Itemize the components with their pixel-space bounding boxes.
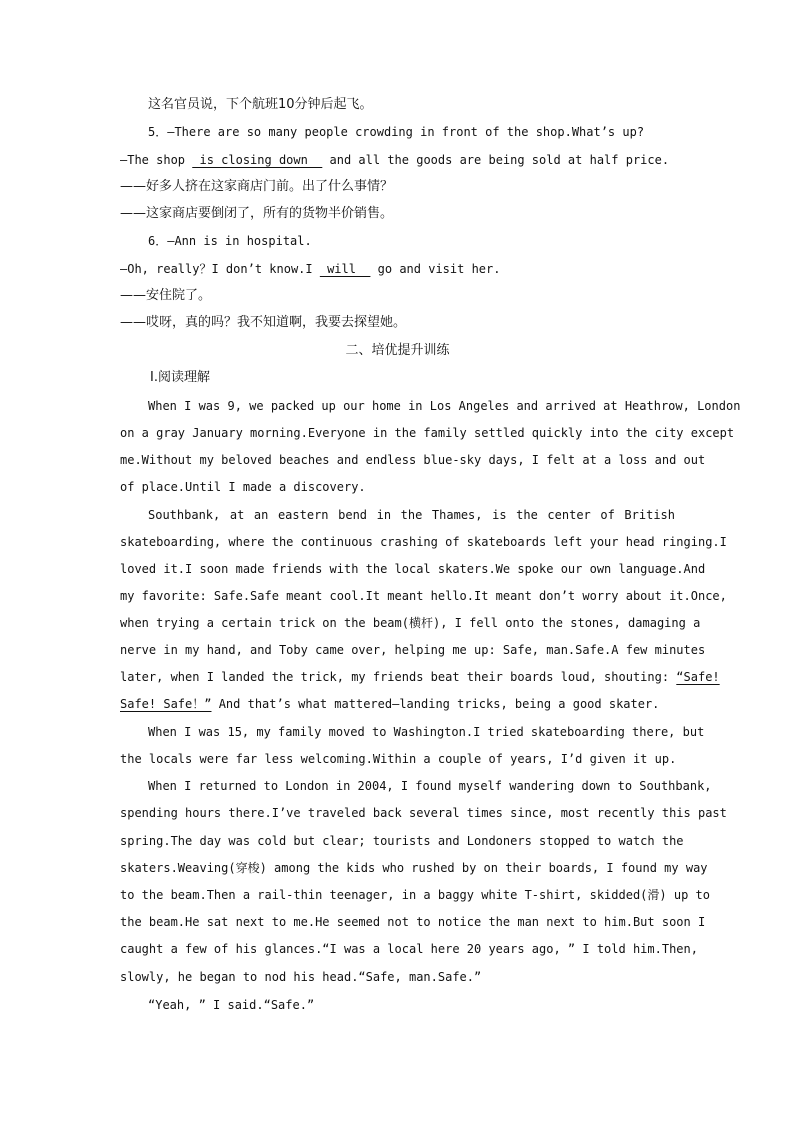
passage-line: caught a few of his glances.“I was a local here 20 years ago, ” I told him.Then, (120, 942, 698, 956)
passage-line: my favorite: Safe.Safe meant cool.It meant hello.It meant don’t worry about it.Once, (120, 589, 727, 603)
passage-line: skaters.Weaving(穿梭) among the kids who rushed by on their boards, I found my way (120, 861, 708, 875)
question-text: —Ann is in hospital. (167, 234, 312, 248)
passage-line (120, 695, 675, 713)
translation-line: ——这家商店要倒闭了，所有的货物半价销售。 (120, 206, 394, 221)
passage-line: skateboarding, where the continuous crashing of skateboards left your head ringing.I (120, 535, 727, 549)
answer-blank: is closing down (192, 153, 323, 167)
translation-line: ——哎呀，真的吗？我不知道啊，我要去探望她。 (120, 315, 407, 330)
passage-text: And that’s what mattered—landing tricks, being a good skater. (211, 697, 660, 711)
passage-line: When I returned to London in 2004, I found myself wandering down to Southbank, (148, 779, 712, 793)
passage-line: the locals were far less welcoming.Within a couple of years, I’d given it up. (120, 752, 677, 766)
underlined-quote: “Safe! (676, 670, 720, 684)
question-6 (148, 232, 675, 250)
question-number: 6． (148, 234, 168, 248)
passage-line: when trying a certain trick on the beam(横杆), I fell onto the stones, damaging a (120, 616, 701, 630)
answer-suffix: and all the goods are being sold at half price. (322, 153, 670, 167)
passage-line: to the beam.Then a rail-thin teenager, in a baggy white T-shirt, skidded(滑) up to (120, 888, 710, 902)
passage-line: on a gray January morning.Everyone in the family settled quickly into the city except (120, 426, 735, 440)
passage-line: spending hours there.I’ve traveled back several times since, most recently this past (120, 806, 727, 820)
passage-line: spring.The day was cold but clear; tourists and Londoners stopped to watch the (120, 834, 684, 848)
section-title: 二、培优提升训练 (345, 343, 450, 358)
answer-5 (120, 151, 675, 169)
question-5 (148, 123, 675, 141)
passage-line: slowly, he began to nod his head.“Safe, man.Safe.” (120, 970, 482, 984)
translation-line: ——好多人挤在这家商店门前。出了什么事情？ (120, 179, 394, 194)
answer-suffix: go and visit her. (370, 262, 501, 276)
passage-line: loved it.I soon made friends with the local skaters.We spoke our own language.And (120, 562, 706, 576)
passage-line: me.Without my beloved beaches and endless blue-sky days, I felt at a loss and out (120, 453, 706, 467)
answer-6 (120, 260, 675, 278)
subsection-title: Ⅰ.阅读理解 (150, 370, 210, 385)
passage-line: the beam.He sat next to me.He seemed not to notice the man next to him.But soon I (120, 915, 706, 929)
passage-line (120, 668, 720, 686)
passage-line: “Yeah, ” I said.“Safe.” (148, 998, 315, 1012)
question-text: —There are so many people crowding in front of the shop.What’s up? (167, 125, 645, 139)
passage-line: nerve in my hand, and Toby came over, helping me up: Safe, man.Safe.A few minutes (120, 643, 706, 657)
passage-line: of place.Until I made a discovery. (120, 480, 366, 494)
answer-prefix: —The shop (120, 153, 193, 167)
underlined-quote: Safe! Safe！” (120, 697, 212, 711)
answer-prefix: —Oh, really？I don’t know.I (120, 262, 320, 276)
translation-line: ——安住院了。 (120, 288, 212, 303)
passage-text: later, when I landed the trick, my friends beat their boards loud, shouting: (120, 670, 677, 684)
passage-line: Southbank, at an eastern bend in the Thames, is the center of British (148, 508, 675, 522)
answer-translation-line: 这名官员说，下个航班10分钟后起飞。 (148, 97, 373, 112)
passage-line: When I was 15, my family moved to Washington.I tried skateboarding there, but (148, 725, 705, 739)
passage-line: When I was 9, we packed up our home in Los Angeles and arrived at Heathrow, London (148, 399, 741, 413)
question-number: 5． (148, 125, 168, 139)
answer-blank: will (319, 262, 371, 276)
